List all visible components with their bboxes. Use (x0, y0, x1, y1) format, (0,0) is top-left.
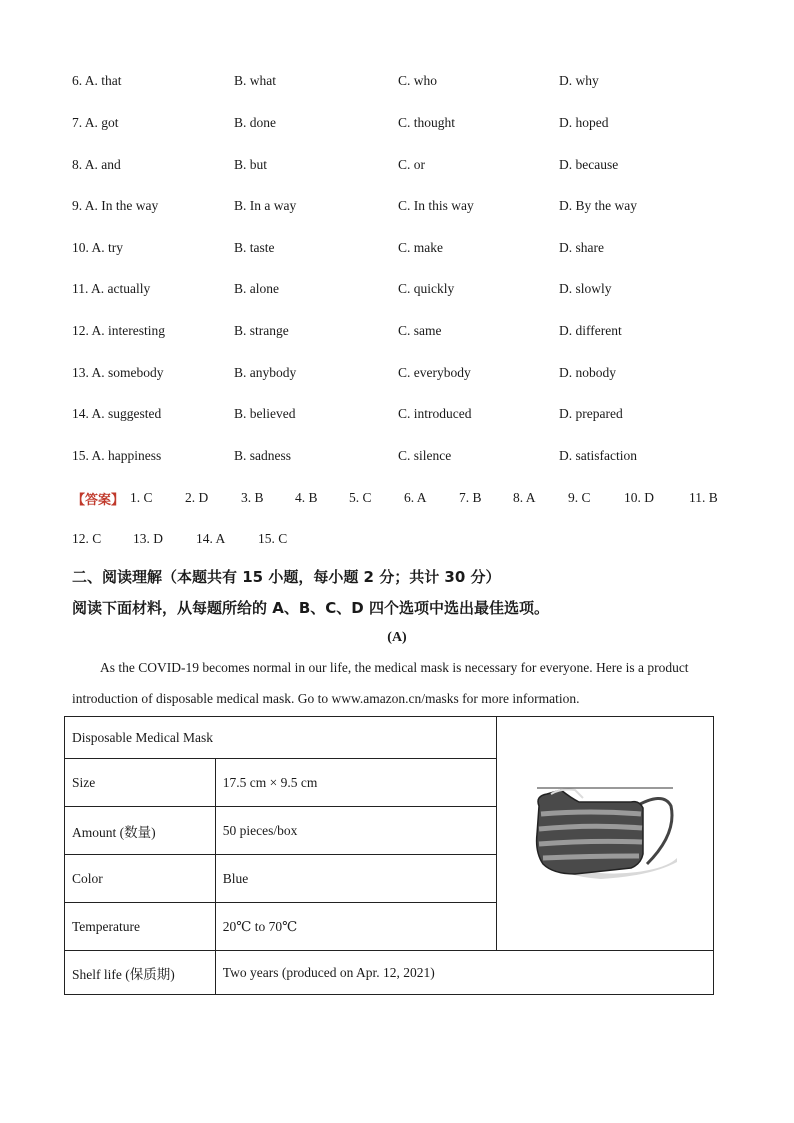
option-d: D. hoped (559, 115, 609, 130)
option-c: C. thought (398, 115, 456, 130)
answer-item: 3. B (241, 490, 264, 505)
option-c: C. same (398, 323, 442, 338)
option-b: B. but (234, 157, 268, 172)
option-d: D. satisfaction (559, 448, 637, 463)
question-row-6 (72, 73, 732, 93)
answer-item: 10. D (624, 490, 654, 505)
option-c: C. silence (398, 448, 452, 463)
table-row (65, 951, 714, 995)
row-value: Two years (produced on Apr. 12, 2021) (215, 951, 713, 995)
question-row-13 (72, 365, 732, 385)
option-d: D. why (559, 73, 599, 88)
option-b: B. anybody (234, 365, 297, 380)
option-d: D. different (559, 323, 622, 338)
row-label: Shelf life (保质期) (65, 951, 216, 995)
question-row-9 (72, 198, 732, 218)
question-number: 9. A. In the way (72, 198, 159, 213)
answer-item: 1. C (130, 490, 153, 505)
option-d: D. By the way (559, 198, 637, 213)
mask-image-cell (497, 717, 714, 951)
medical-mask-icon (531, 784, 679, 884)
option-d: D. nobody (559, 365, 616, 380)
question-row-10 (72, 240, 732, 260)
answer-item: 9. C (568, 490, 591, 505)
answer-item: 2. D (185, 490, 209, 505)
row-label: Amount (数量) (65, 807, 216, 855)
question-number: 8. A. and (72, 157, 121, 172)
row-label: Temperature (65, 903, 216, 951)
answer-item: 6. A (404, 490, 427, 505)
question-row-11 (72, 281, 732, 301)
option-b: B. taste (234, 240, 275, 255)
question-number: 6. A. that (72, 73, 122, 88)
option-b: B. In a way (234, 198, 297, 213)
answer-item: 15. C (258, 531, 288, 546)
question-number: 13. A. somebody (72, 365, 164, 380)
answer-key (72, 489, 732, 549)
question-row-7 (72, 115, 732, 135)
question-row-15 (72, 448, 732, 468)
option-c: C. introduced (398, 406, 472, 421)
answer-item: 13. D (133, 531, 163, 546)
question-row-8 (72, 157, 732, 177)
option-c: C. or (398, 157, 426, 172)
option-c: C. make (398, 240, 444, 255)
answer-item: 11. B (689, 490, 718, 505)
option-c: C. everybody (398, 365, 471, 380)
intro-line-1: As the COVID-19 becomes normal in our life, the medical mask is necessary for everyone. Here is a product (100, 660, 689, 675)
question-number: 14. A. suggested (72, 406, 162, 421)
intro-paragraph (72, 660, 722, 710)
option-d: D. prepared (559, 406, 623, 421)
option-b: B. alone (234, 281, 280, 296)
question-row-12 (72, 323, 732, 343)
option-d: D. slowly (559, 281, 612, 296)
question-number: 7. A. got (72, 115, 119, 130)
row-value: 50 pieces/box (215, 807, 496, 855)
row-value: Blue (215, 855, 496, 903)
passage-label: (A) (387, 630, 407, 645)
product-table (64, 716, 714, 995)
question-row-14 (72, 406, 732, 426)
question-number: 11. A. actually (72, 281, 151, 296)
table-row (65, 717, 714, 759)
answer-label: 【答案】 (72, 493, 125, 508)
option-b: B. done (234, 115, 277, 130)
intro-line-2: introduction of disposable medical mask. Go to www.amazon.cn/masks for more information. (72, 691, 580, 706)
option-c: C. In this way (398, 198, 474, 213)
section-title: 二、阅读理解（本题共有 15 小题，每小题 2 分；共计 30 分） (72, 568, 501, 586)
product-title: Disposable Medical Mask (65, 717, 497, 759)
row-label: Size (65, 759, 216, 807)
option-b: B. sadness (234, 448, 292, 463)
answer-item: 8. A (513, 490, 536, 505)
row-value: 17.5 cm × 9.5 cm (215, 759, 496, 807)
answer-item: 7. B (459, 490, 482, 505)
option-b: B. what (234, 73, 277, 88)
option-d: D. share (559, 240, 604, 255)
section-instruction: 阅读下面材料，从每题所给的 A、B、C、D 四个选项中选出最佳选项。 (72, 599, 549, 617)
answer-item: 5. C (349, 490, 372, 505)
row-label: Color (65, 855, 216, 903)
option-b: B. believed (234, 406, 296, 421)
question-number: 15. A. happiness (72, 448, 162, 463)
option-c: C. who (398, 73, 438, 88)
option-b: B. strange (234, 323, 289, 338)
answer-item: 12. C (72, 531, 102, 546)
option-c: C. quickly (398, 281, 455, 296)
answer-item: 14. A (196, 531, 226, 546)
answer-item: 4. B (295, 490, 318, 505)
question-number: 10. A. try (72, 240, 124, 255)
question-number: 12. A. interesting (72, 323, 166, 338)
row-value: 20℃ to 70℃ (215, 903, 496, 951)
option-d: D. because (559, 157, 619, 172)
